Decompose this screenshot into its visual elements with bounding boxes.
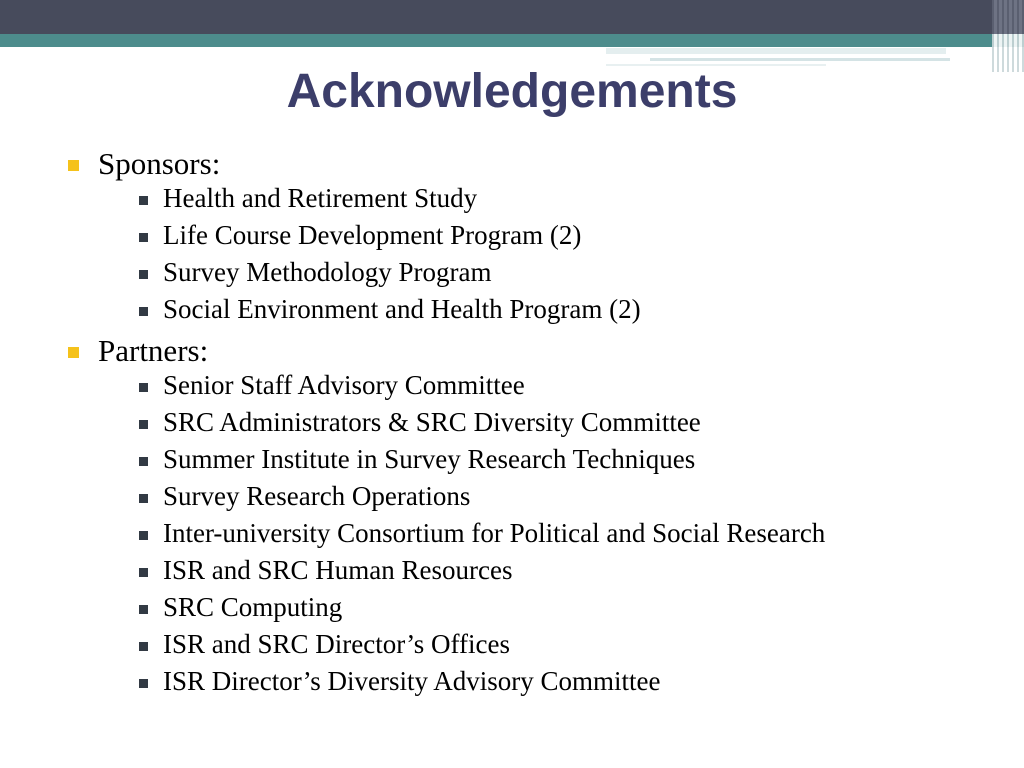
list-item-text: Summer Institute in Survey Research Techniques xyxy=(163,444,696,474)
square-bullet-icon xyxy=(68,160,79,171)
list-item xyxy=(98,445,948,474)
square-bullet-icon xyxy=(139,270,148,279)
list-item-text: Health and Retirement Study xyxy=(163,183,478,213)
square-bullet-icon xyxy=(68,347,79,358)
header-accent-line xyxy=(606,48,946,54)
sponsor-list xyxy=(98,184,948,324)
list-item xyxy=(98,556,948,585)
list-item xyxy=(98,519,948,548)
list-item-text: ISR and SRC Human Resources xyxy=(163,555,513,585)
square-bullet-icon xyxy=(139,420,148,429)
list-item-text: SRC Computing xyxy=(163,592,343,622)
list-item-text: Social Environment and Health Program (2) xyxy=(163,294,641,324)
square-bullet-icon xyxy=(139,605,148,614)
list-item-text: Inter-university Consortium for Political and Social Research xyxy=(163,518,826,548)
list-item xyxy=(98,371,948,400)
section-label: Sponsors: xyxy=(98,146,221,181)
square-bullet-icon xyxy=(139,642,148,651)
square-bullet-icon xyxy=(139,679,148,688)
header-teal-band xyxy=(0,34,1024,47)
square-bullet-icon xyxy=(139,457,148,466)
list-item-text: Survey Research Operations xyxy=(163,481,471,511)
list-item xyxy=(98,667,948,696)
list-item xyxy=(98,295,948,324)
header-dark-band xyxy=(0,0,1024,34)
section-sponsors xyxy=(68,145,948,324)
list-item xyxy=(98,482,948,511)
header-stripes-decoration xyxy=(992,0,1024,34)
square-bullet-icon xyxy=(139,307,148,316)
list-item xyxy=(98,184,948,213)
section-partners xyxy=(68,332,948,696)
square-bullet-icon xyxy=(139,383,148,392)
header-accent-line xyxy=(650,58,950,61)
square-bullet-icon xyxy=(139,196,148,205)
square-bullet-icon xyxy=(139,494,148,503)
partner-list xyxy=(98,371,948,696)
list-item-text: ISR Director’s Diversity Advisory Committee xyxy=(163,666,661,696)
list-item xyxy=(98,630,948,659)
slide-title: Acknowledgements xyxy=(286,65,738,118)
list-item-text: Life Course Development Program (2) xyxy=(163,220,582,250)
slide-body xyxy=(68,143,948,704)
list-item-text: Senior Staff Advisory Committee xyxy=(163,370,525,400)
list-item xyxy=(98,593,948,622)
list-item-text: ISR and SRC Director’s Offices xyxy=(163,629,510,659)
square-bullet-icon xyxy=(139,568,148,577)
section-label: Partners: xyxy=(98,333,209,368)
list-item-text: SRC Administrators & SRC Diversity Committee xyxy=(163,407,701,437)
square-bullet-icon xyxy=(139,531,148,540)
list-item xyxy=(98,408,948,437)
list-item xyxy=(98,258,948,287)
square-bullet-icon xyxy=(139,233,148,242)
list-item-text: Survey Methodology Program xyxy=(163,257,492,287)
list-item xyxy=(98,221,948,250)
